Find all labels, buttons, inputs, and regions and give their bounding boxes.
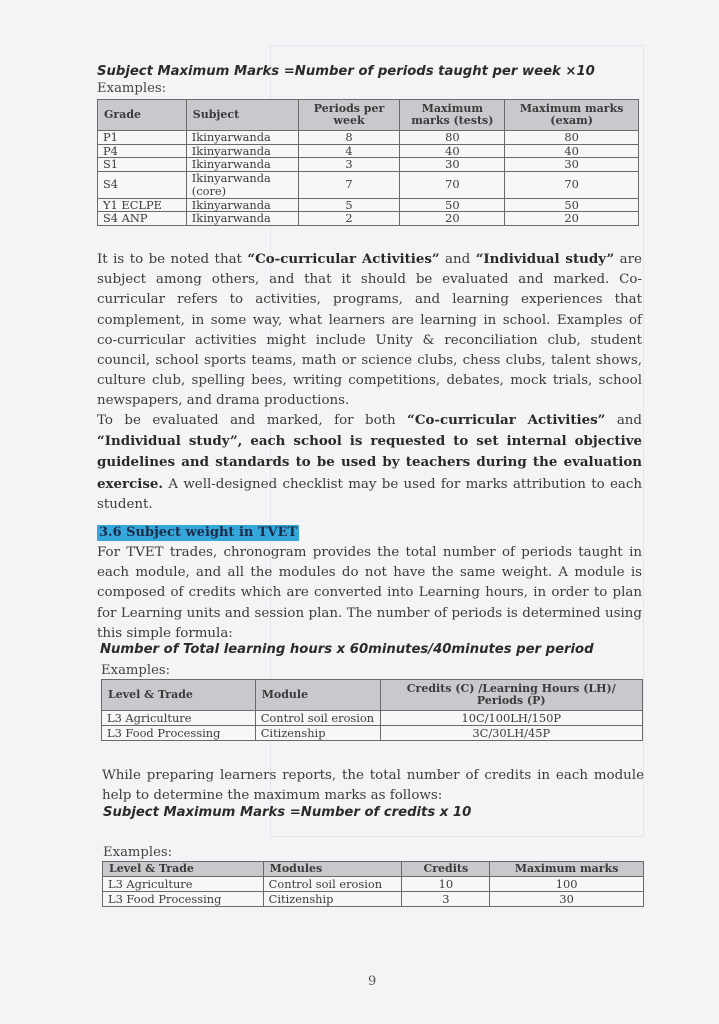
cell-max-tests: 80: [400, 131, 505, 145]
col-header-level-trade: Level & Trade: [102, 680, 256, 711]
cell-max-tests: 70: [400, 171, 505, 198]
cell-max-exam: 30: [505, 158, 639, 172]
cell-max-exam: 20: [505, 212, 639, 226]
cell-maximum-marks: 100: [490, 877, 644, 892]
text: It is to be noted that: [97, 252, 248, 267]
cell-module: Citizenship: [255, 726, 380, 741]
table-row: [103, 877, 644, 892]
bold-term: “Co-curricular Activities”: [407, 412, 606, 428]
cell-grade: Y1 ECLPE: [98, 198, 187, 212]
col-header-max-tests: Maximum marks (tests): [400, 100, 505, 131]
formula-learning-hours: Number of Total learning hours x 60minutes/40minutes per period: [100, 642, 594, 657]
cell-max-tests: 20: [400, 212, 505, 226]
text: To be evaluated and marked, for both: [97, 413, 408, 428]
col-header-module: Module: [255, 680, 380, 711]
table-row: [98, 131, 639, 145]
text: A well-designed checklist may be used for marks attribution to each student.: [97, 476, 642, 512]
cell-level-trade: L3 Food Processing: [102, 726, 256, 741]
cell-max-tests: 40: [400, 144, 505, 158]
table-credits-maximum-marks: [102, 861, 644, 907]
cell-max-exam: 80: [505, 131, 639, 145]
table-row: [98, 212, 639, 226]
cell-maximum-marks: 30: [490, 892, 644, 907]
cell-periods: 8: [298, 131, 400, 145]
table-header-row: [103, 862, 644, 877]
col-header-subject: Subject: [186, 100, 298, 131]
section-heading: 3.6 Subject weight in TVET: [99, 525, 298, 540]
col-header-modules: Modules: [263, 862, 402, 877]
formula-periods: Subject Maximum Marks =Number of periods taught per week ×10: [97, 64, 595, 79]
col-header-grade: Grade: [98, 100, 187, 131]
cell-max-exam: 40: [505, 144, 639, 158]
table-header-row: [98, 100, 639, 131]
table-row: [98, 198, 639, 212]
cell-max-tests: 50: [400, 198, 505, 212]
cell-credits-hours-periods: 10C/100LH/150P: [380, 711, 642, 726]
paragraph-tvet: For TVET trades, chronogram provides the total number of periods taught in each module, and all the modules do not have the same weight. A module is composed of credits which are converted into Learning hours, in order to plan for Learning units and session plan. The number of periods is determined using this simple formula:: [97, 545, 642, 641]
cell-level-trade: L3 Agriculture: [103, 877, 264, 892]
cell-periods: 3: [298, 158, 400, 172]
examples-label: Examples:: [97, 81, 167, 96]
col-header-credits: Credits: [402, 862, 490, 877]
cell-subject: Ikinyarwanda: [186, 158, 298, 172]
table-grade-subject-marks: [97, 99, 639, 226]
cell-module: Control soil erosion: [255, 711, 380, 726]
table-row: [102, 711, 643, 726]
page-number: 9: [368, 974, 377, 989]
cell-periods: 4: [298, 144, 400, 158]
table-header-row: [102, 680, 643, 711]
bold-term: “Individual study”: [475, 251, 615, 267]
col-header-level-trade: Level & Trade: [103, 862, 264, 877]
table-row: [98, 158, 639, 172]
bold-requirement: “Individual study”, each school is requested to set internal objective guidelines and standards to be used by teachers during the evaluation exercise.: [97, 433, 642, 492]
cell-level-trade: L3 Agriculture: [102, 711, 256, 726]
examples-label: Examples:: [101, 663, 171, 678]
cell-subject: Ikinyarwanda: [186, 131, 298, 145]
col-header-periods: Periods per week: [298, 100, 400, 131]
cell-module: Citizenship: [263, 892, 402, 907]
cell-level-trade: L3 Food Processing: [103, 892, 264, 907]
cell-periods: 2: [298, 212, 400, 226]
col-header-credits-hours-periods: Credits (C) /Learning Hours (LH)/ Periods (P): [380, 680, 642, 711]
cell-periods: 5: [298, 198, 400, 212]
paragraph-evaluation: [97, 410, 642, 515]
text: are subject among others, and that it should be evaluated and marked. Co-curricular refers to activities, programs, and learning experiences that complement, in some way, what learners are learning in school. Examples of co-curricular activities might include Unity & reconciliation club, student council, school sports teams, math or science clubs, chess clubs, talent shows, culture club, spelling bees, writing competitions, debates, mock trials, school newspapers, and drama productions.: [97, 252, 642, 409]
cell-grade: P4: [98, 144, 187, 158]
cell-subject: Ikinyarwanda: [186, 198, 298, 212]
table-row: [102, 726, 643, 741]
cell-subject: Ikinyarwanda: [186, 212, 298, 226]
paragraph-learners-reports: While preparing learners reports, the total number of credits in each module help to determine the maximum marks as follows:: [102, 768, 644, 804]
table-row: [98, 144, 639, 158]
cell-grade: S4: [98, 171, 187, 198]
cell-subject: Ikinyarwanda (core): [186, 171, 298, 198]
cell-max-exam: 50: [505, 198, 639, 212]
paragraph-co-curricular: [97, 249, 642, 412]
examples-label: Examples:: [103, 845, 173, 860]
bold-term: “Co-curricular Activities”: [247, 251, 440, 267]
cell-subject: Ikinyarwanda: [186, 144, 298, 158]
cell-max-tests: 30: [400, 158, 505, 172]
cell-grade: S4 ANP: [98, 212, 187, 226]
cell-grade: P1: [98, 131, 187, 145]
cell-grade: S1: [98, 158, 187, 172]
cell-credits: 3: [402, 892, 490, 907]
table-credits-hours-periods: [101, 679, 643, 741]
table-row: [103, 892, 644, 907]
cell-credits: 10: [402, 877, 490, 892]
formula-credits: Subject Maximum Marks =Number of credits x 10: [103, 805, 472, 820]
table-row: [98, 171, 639, 198]
cell-module: Control soil erosion: [263, 877, 402, 892]
text: and: [605, 413, 643, 428]
cell-max-exam: 70: [505, 171, 639, 198]
text: and: [439, 252, 476, 267]
col-header-max-exam: Maximum marks (exam): [505, 100, 639, 131]
cell-periods: 7: [298, 171, 400, 198]
col-header-maximum-marks: Maximum marks: [490, 862, 644, 877]
cell-credits-hours-periods: 3C/30LH/45P: [380, 726, 642, 741]
